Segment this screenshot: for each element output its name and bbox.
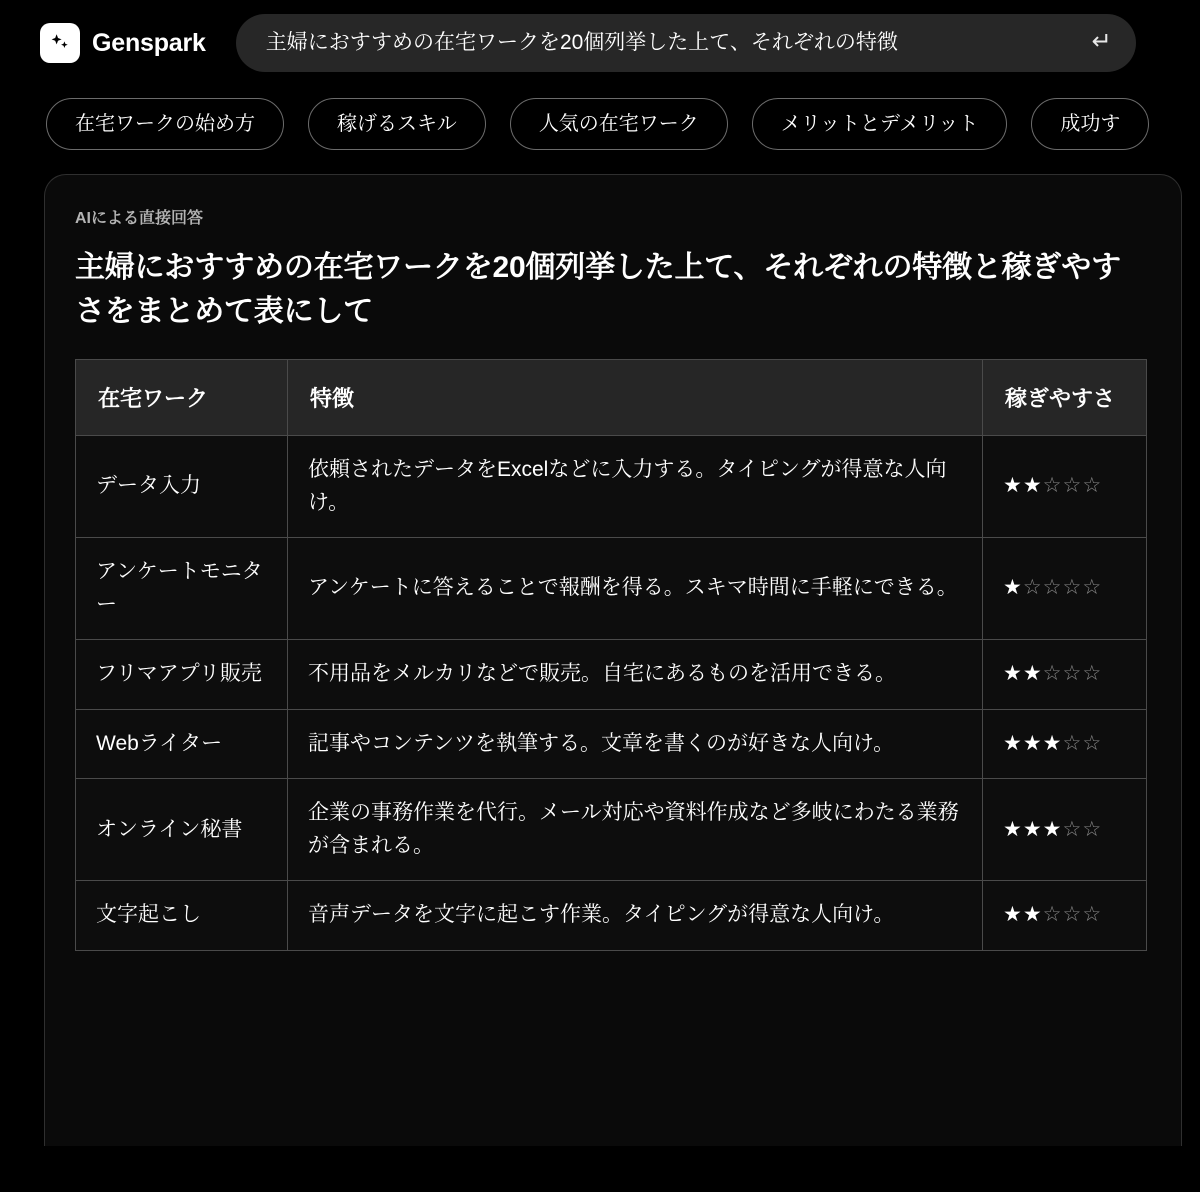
cell-job-desc: アンケートに答えることで報酬を得る。スキマ時間に手軽にできる。 xyxy=(288,538,983,640)
brand-name: Genspark xyxy=(92,28,206,57)
table-row xyxy=(76,538,1147,640)
top-bar xyxy=(0,0,1200,82)
table-body xyxy=(76,436,1147,951)
status-badge: ★★☆☆☆ xyxy=(983,640,1147,710)
column-header-job: 在宅ワーク xyxy=(76,360,288,436)
status-badge: ★★☆☆☆ xyxy=(983,436,1147,538)
cell-job-desc: 音声データを文字に起こす作業。タイピングが得意な人向け。 xyxy=(288,881,983,951)
table-row xyxy=(76,640,1147,710)
chip-earning-skills[interactable]: 稼げるスキル xyxy=(308,98,486,150)
genspark-sparkle-icon xyxy=(40,23,80,63)
page-title: 主婦におすすめの在宅ワークを20個列挙した上て、それぞれの特徴と稼ぎやすさをまとめて表にして xyxy=(75,251,1121,328)
status-badge: ★☆☆☆☆ xyxy=(983,538,1147,640)
column-header-features: 特徴 xyxy=(288,360,983,436)
suggestion-chips xyxy=(0,82,1200,168)
ai-answer-label: AIによる直接回答 xyxy=(75,210,204,227)
table-row xyxy=(76,436,1147,538)
brand-logo[interactable] xyxy=(40,23,206,63)
chip-start-remote-work[interactable]: 在宅ワークの始め方 xyxy=(46,98,284,150)
enter-return-icon[interactable]: ↵ xyxy=(1091,28,1112,55)
search-input[interactable]: 主婦におすすめの在宅ワークを20個列挙した上て、それぞれの特徴 xyxy=(265,31,898,55)
chip-popular-remote-work[interactable]: 人気の在宅ワーク xyxy=(510,98,728,150)
chip-pros-and-cons[interactable]: メリットとデメリット xyxy=(752,98,1008,150)
ai-answer-card xyxy=(44,174,1182,1146)
cell-job-desc: 記事やコンテンツを執筆する。文章を書くのが好きな人向け。 xyxy=(288,709,983,779)
table-row xyxy=(76,779,1147,881)
table-row xyxy=(76,881,1147,951)
cell-job-name: 文字起こし xyxy=(76,881,288,951)
cell-job-name: データ入力 xyxy=(76,436,288,538)
status-badge: ★★★☆☆ xyxy=(983,709,1147,779)
chip-success[interactable]: 成功す xyxy=(1031,98,1149,150)
cell-job-desc: 依頼されたデータをExcelなどに入力する。タイピングが得意な人向け。 xyxy=(288,436,983,538)
table-header xyxy=(76,360,1147,436)
cell-job-desc: 不用品をメルカリなどで販売。自宅にあるものを活用できる。 xyxy=(288,640,983,710)
cell-job-name: アンケートモニター xyxy=(76,538,288,640)
search-bar[interactable] xyxy=(236,14,1136,72)
status-badge: ★★☆☆☆ xyxy=(983,881,1147,951)
cell-job-desc: 企業の事務作業を代行。メール対応や資料作成など多岐にわたる業務が含まれる。 xyxy=(288,779,983,881)
table-header-row xyxy=(76,360,1147,436)
cell-job-name: Webライター xyxy=(76,709,288,779)
table-row xyxy=(76,709,1147,779)
status-badge: ★★★☆☆ xyxy=(983,779,1147,881)
column-header-earnability: 稼ぎやすさ xyxy=(983,360,1147,436)
cell-job-name: フリマアプリ販売 xyxy=(76,640,288,710)
remote-work-table xyxy=(75,359,1147,951)
cell-job-name: オンライン秘書 xyxy=(76,779,288,881)
